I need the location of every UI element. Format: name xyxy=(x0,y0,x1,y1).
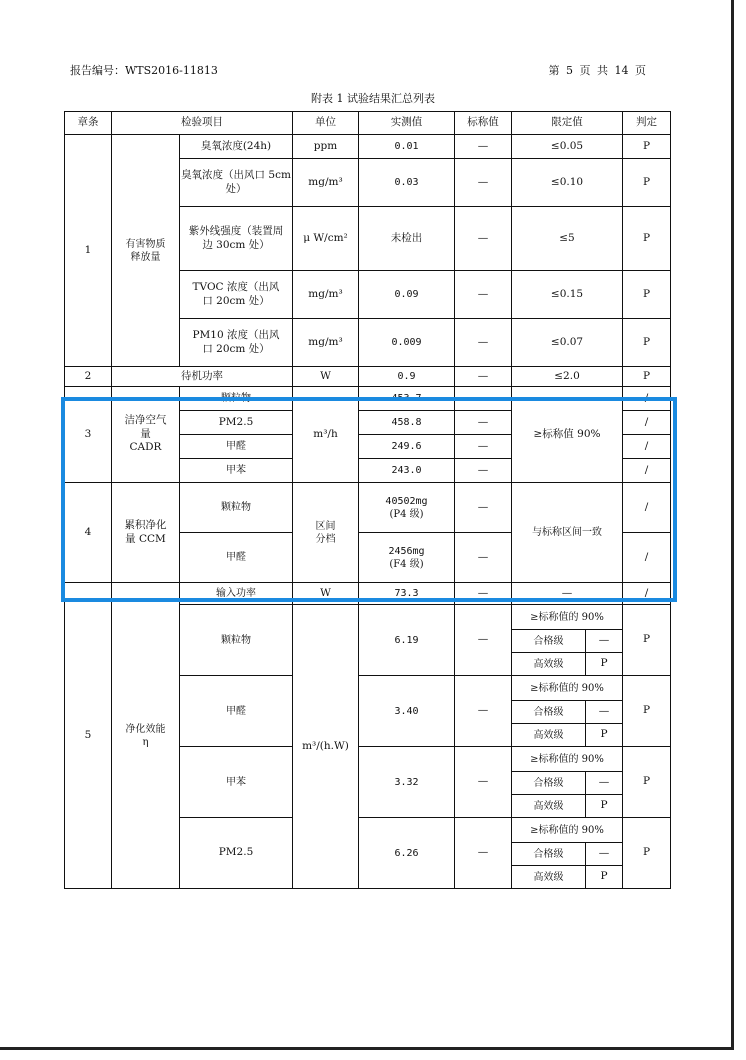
unit-value: mg/m³ xyxy=(293,271,359,319)
grade-value: P xyxy=(586,866,623,889)
limit-value: 与标称区间一致 xyxy=(512,483,623,583)
nominal-value: — xyxy=(455,159,512,207)
table-row xyxy=(65,367,671,387)
section-group: 有害物质释放量 xyxy=(112,135,180,367)
measured-grade: (P4 级) xyxy=(389,508,424,520)
measured-value xyxy=(359,533,455,583)
nominal-value: — xyxy=(455,271,512,319)
result-value: / xyxy=(623,387,671,411)
grade-label: 合格级 xyxy=(512,772,586,795)
unit-value: m³/(h.W) xyxy=(293,605,359,889)
item-name: 待机功率 xyxy=(112,367,293,387)
grade-label: 高效级 xyxy=(512,795,586,818)
result-value: P xyxy=(623,747,671,818)
item-name: PM2.5 xyxy=(180,411,293,435)
grade-value: P xyxy=(586,724,623,747)
nominal-value: — xyxy=(455,583,512,605)
section-group: 累积净化量 CCM xyxy=(112,483,180,583)
result-value: / xyxy=(623,411,671,435)
grade-value: — xyxy=(586,843,623,866)
result-value: / xyxy=(623,459,671,483)
measured-value: 0.09 xyxy=(359,271,455,319)
section-group: 洁净空气量 CADR xyxy=(112,387,180,483)
grade-label: 合格级 xyxy=(512,701,586,724)
measured-grade: (F4 级) xyxy=(389,558,424,570)
nominal-value: — xyxy=(455,483,512,533)
section-group: 净化效能 η xyxy=(112,583,180,889)
grade-label: 合格级 xyxy=(512,630,586,653)
limit-value: ≤0.10 xyxy=(512,159,623,207)
limit-value: ≥标称值的 90% xyxy=(512,747,623,772)
unit-value: m³/h xyxy=(293,387,359,483)
grade-value: — xyxy=(586,630,623,653)
limit-value: ≥标称值的 90% xyxy=(512,676,623,701)
result-value: P xyxy=(623,605,671,676)
nominal-value: — xyxy=(455,319,512,367)
limit-value: ≤0.15 xyxy=(512,271,623,319)
grade-label: 高效级 xyxy=(512,866,586,889)
unit-value: ppm xyxy=(293,135,359,159)
col-header-nominal: 标称值 xyxy=(455,112,512,135)
grade-label: 高效级 xyxy=(512,653,586,676)
result-value: / xyxy=(623,533,671,583)
measured-value: 6.19 xyxy=(359,605,455,676)
measured-value: 0.9 xyxy=(359,367,455,387)
item-name: 输入功率 xyxy=(180,583,293,605)
result-value: P xyxy=(623,818,671,889)
measured-value: 未检出 xyxy=(359,207,455,271)
nominal-value: — xyxy=(455,367,512,387)
nominal-value: — xyxy=(455,605,512,676)
item-name: 颗粒物 xyxy=(180,483,293,533)
unit-value: μ W/cm² xyxy=(293,207,359,271)
item-name: PM2.5 xyxy=(180,818,293,889)
nominal-value: — xyxy=(455,135,512,159)
nominal-value: — xyxy=(455,747,512,818)
measured-amount: 40502mg xyxy=(385,495,428,507)
measured-value: 243.0 xyxy=(359,459,455,483)
col-header-result: 判定 xyxy=(623,112,671,135)
col-header-clause: 章条 xyxy=(65,112,112,135)
section-number: 1 xyxy=(65,135,112,367)
unit-value: mg/m³ xyxy=(293,159,359,207)
section-number: 2 xyxy=(65,367,112,387)
limit-value: ≥标称值 90% xyxy=(512,387,623,483)
col-header-item: 检验项目 xyxy=(112,112,293,135)
page-number: 第 5 页 共 14 页 xyxy=(548,64,646,77)
item-name: 甲醛 xyxy=(180,676,293,747)
table-row xyxy=(65,387,671,411)
measured-value: 0.009 xyxy=(359,319,455,367)
col-header-unit: 单位 xyxy=(293,112,359,135)
limit-value: ≤2.0 xyxy=(512,367,623,387)
section-number: 5 xyxy=(65,583,112,889)
table-row xyxy=(65,583,671,605)
unit-value: W xyxy=(293,367,359,387)
unit-value: W xyxy=(293,583,359,605)
table-row xyxy=(65,135,671,159)
item-name: 甲苯 xyxy=(180,747,293,818)
table-title: 附表 1 试验结果汇总列表 xyxy=(311,92,435,105)
result-value: P xyxy=(623,676,671,747)
result-value: P xyxy=(623,159,671,207)
measured-value: 0.01 xyxy=(359,135,455,159)
nominal-value: — xyxy=(455,387,512,411)
grade-label: 合格级 xyxy=(512,843,586,866)
limit-value: ≤5 xyxy=(512,207,623,271)
item-name: 颗粒物 xyxy=(180,605,293,676)
measured-value: 3.40 xyxy=(359,676,455,747)
measured-amount: 2456mg xyxy=(388,545,425,557)
limit-value: ≥标称值的 90% xyxy=(512,818,623,843)
measured-value: 458.8 xyxy=(359,411,455,435)
result-value: P xyxy=(623,367,671,387)
grade-label: 高效级 xyxy=(512,724,586,747)
nominal-value: — xyxy=(455,459,512,483)
result-value: P xyxy=(623,271,671,319)
col-header-limit: 限定值 xyxy=(512,112,623,135)
nominal-value: — xyxy=(455,435,512,459)
table-row xyxy=(65,483,671,533)
result-value: P xyxy=(623,135,671,159)
table-header-row xyxy=(65,112,671,135)
grade-value: P xyxy=(586,653,623,676)
measured-value: 6.26 xyxy=(359,818,455,889)
unit-value: 区间分档 xyxy=(293,483,359,583)
measured-value: 249.6 xyxy=(359,435,455,459)
measured-value: 73.3 xyxy=(359,583,455,605)
col-header-measured: 实测值 xyxy=(359,112,455,135)
result-value: P xyxy=(623,319,671,367)
nominal-value: — xyxy=(455,533,512,583)
result-value: / xyxy=(623,583,671,605)
item-name: 紫外线强度（装置周边 30cm 处） xyxy=(180,207,293,271)
measured-value: 0.03 xyxy=(359,159,455,207)
result-value: / xyxy=(623,483,671,533)
result-value: / xyxy=(623,435,671,459)
item-name: 臭氧浓度(24h) xyxy=(180,135,293,159)
limit-value: ≤0.07 xyxy=(512,319,623,367)
section-number: 4 xyxy=(65,483,112,583)
item-name: PM10 浓度（出风口 20cm 处） xyxy=(180,319,293,367)
section-number: 3 xyxy=(65,387,112,483)
grade-value: P xyxy=(586,795,623,818)
nominal-value: — xyxy=(455,818,512,889)
grade-value: — xyxy=(586,772,623,795)
item-name: TVOC 浓度（出风口 20cm 处） xyxy=(180,271,293,319)
measured-value xyxy=(359,483,455,533)
item-name: 臭氧浓度（出风口 5cm 处） xyxy=(180,159,293,207)
report-number: 报告编号：WTS2016-11813 xyxy=(70,64,218,77)
item-name: 颗粒物 xyxy=(180,387,293,411)
grade-value: — xyxy=(586,701,623,724)
unit-value: mg/m³ xyxy=(293,319,359,367)
item-name: 甲醛 xyxy=(180,533,293,583)
nominal-value: — xyxy=(455,207,512,271)
limit-value: — xyxy=(512,583,623,605)
item-name: 甲苯 xyxy=(180,459,293,483)
limit-value: ≥标称值的 90% xyxy=(512,605,623,630)
nominal-value: — xyxy=(455,411,512,435)
limit-value: ≤0.05 xyxy=(512,135,623,159)
nominal-value: — xyxy=(455,676,512,747)
measured-value: 453.7 xyxy=(359,387,455,411)
measured-value: 3.32 xyxy=(359,747,455,818)
result-value: P xyxy=(623,207,671,271)
results-table xyxy=(64,111,671,889)
item-name: 甲醛 xyxy=(180,435,293,459)
